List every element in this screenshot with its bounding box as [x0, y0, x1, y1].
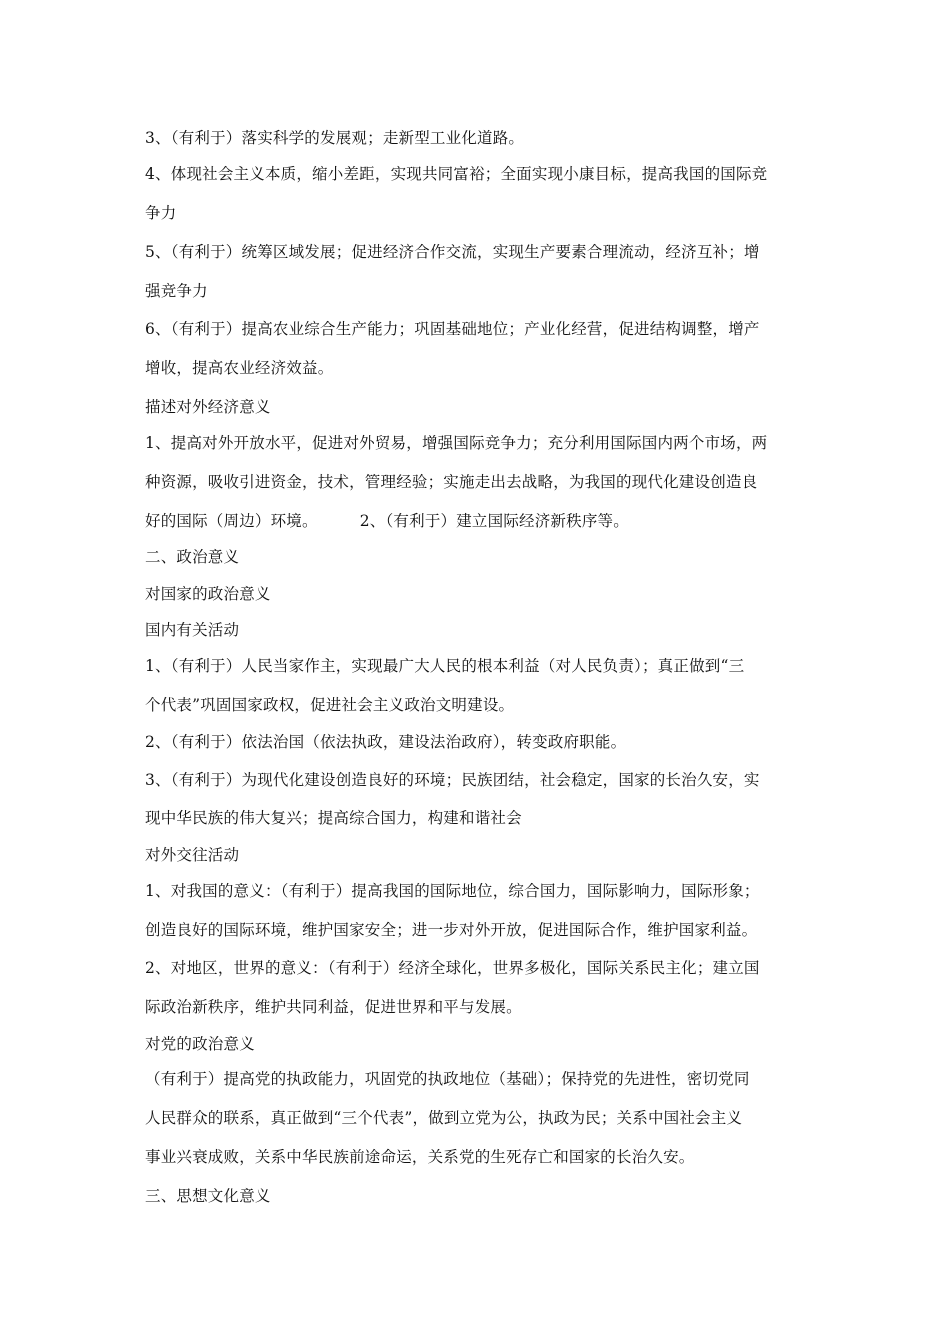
- text-line: 4、体现社会主义本质，缩小差距，实现共同富裕；全面实现小康目标，提高我国的国际竞: [145, 165, 768, 183]
- section-subheading: 对国家的政治意义: [145, 585, 271, 603]
- section-subheading: 描述对外经济意义: [145, 398, 271, 416]
- text-line: 创造良好的国际环境，维护国家安全；进一步对外开放，促进国际合作，维护国家利益。: [145, 921, 758, 939]
- section-heading: 三、思想文化意义: [145, 1187, 271, 1205]
- text-line: 个代表”巩固国家政权，促进社会主义政治文明建设。: [145, 696, 515, 714]
- text-line: 际政治新秩序，维护共同利益，促进世界和平与发展。: [145, 998, 522, 1016]
- text-fragment: 好的国际（周边）环境。: [145, 512, 318, 530]
- section-subheading: 国内有关活动: [145, 621, 240, 639]
- text-fragment: 2、（有利于）建立国际经济新秩序等。: [359, 512, 629, 530]
- text-line: 增收，提高农业经济效益。: [145, 359, 334, 377]
- text-line: 2、对地区，世界的意义：（有利于）经济全球化，世界多极化，国际关系民主化；建立国: [145, 959, 760, 977]
- text-line: [145, 511, 810, 531]
- text-line: 1、提高对外开放水平，促进对外贸易，增强国际竞争力；充分利用国际国内两个市场，两: [145, 434, 768, 452]
- section-subheading: 对党的政治意义: [145, 1035, 255, 1053]
- text-line: 现中华民族的伟大复兴；提高综合国力，构建和谐社会: [145, 809, 522, 827]
- text-line: 1、（有利于）人民当家作主，实现最广大人民的根本利益（对人民负责）；真正做到“三: [145, 657, 745, 675]
- text-line: 争力: [145, 204, 177, 222]
- text-line: 1、对我国的意义：（有利于）提高我国的国际地位，综合国力，国际影响力，国际形象；: [145, 882, 760, 900]
- section-heading: 二、政治意义: [145, 548, 240, 566]
- text-line: 3、（有利于）为现代化建设创造良好的环境；民族团结，社会稳定，国家的长治久安，实: [145, 771, 760, 789]
- text-line: 2、（有利于）依法治国（依法执政，建设法治政府），转变政府职能。: [145, 733, 627, 751]
- text-line: 人民群众的联系，真正做到“三个代表”，做到立党为公，执政为民；关系中国社会主义: [145, 1109, 743, 1127]
- text-line: 3、（有利于）落实科学的发展观；走新型工业化道路。: [145, 129, 525, 147]
- text-line: 种资源，吸收引进资金，技术，管理经验；实施走出去战略，为我国的现代化建设创造良: [145, 473, 758, 491]
- text-line: 强竞争力: [145, 282, 208, 300]
- section-subheading: 对外交往活动: [145, 846, 240, 864]
- text-line: （有利于）提高党的执政能力，巩固党的执政地位（基础）；保持党的先进性，密切党同: [145, 1070, 750, 1088]
- text-line: 5、（有利于）统筹区域发展；促进经济合作交流，实现生产要素合理流动，经济互补；增: [145, 243, 760, 261]
- text-line: 6、（有利于）提高农业综合生产能力；巩固基础地位；产业化经营，促进结构调整，增产: [145, 320, 760, 338]
- text-line: 事业兴衰成败，关系中华民族前途命运，关系党的生死存亡和国家的长治久安。: [145, 1148, 695, 1166]
